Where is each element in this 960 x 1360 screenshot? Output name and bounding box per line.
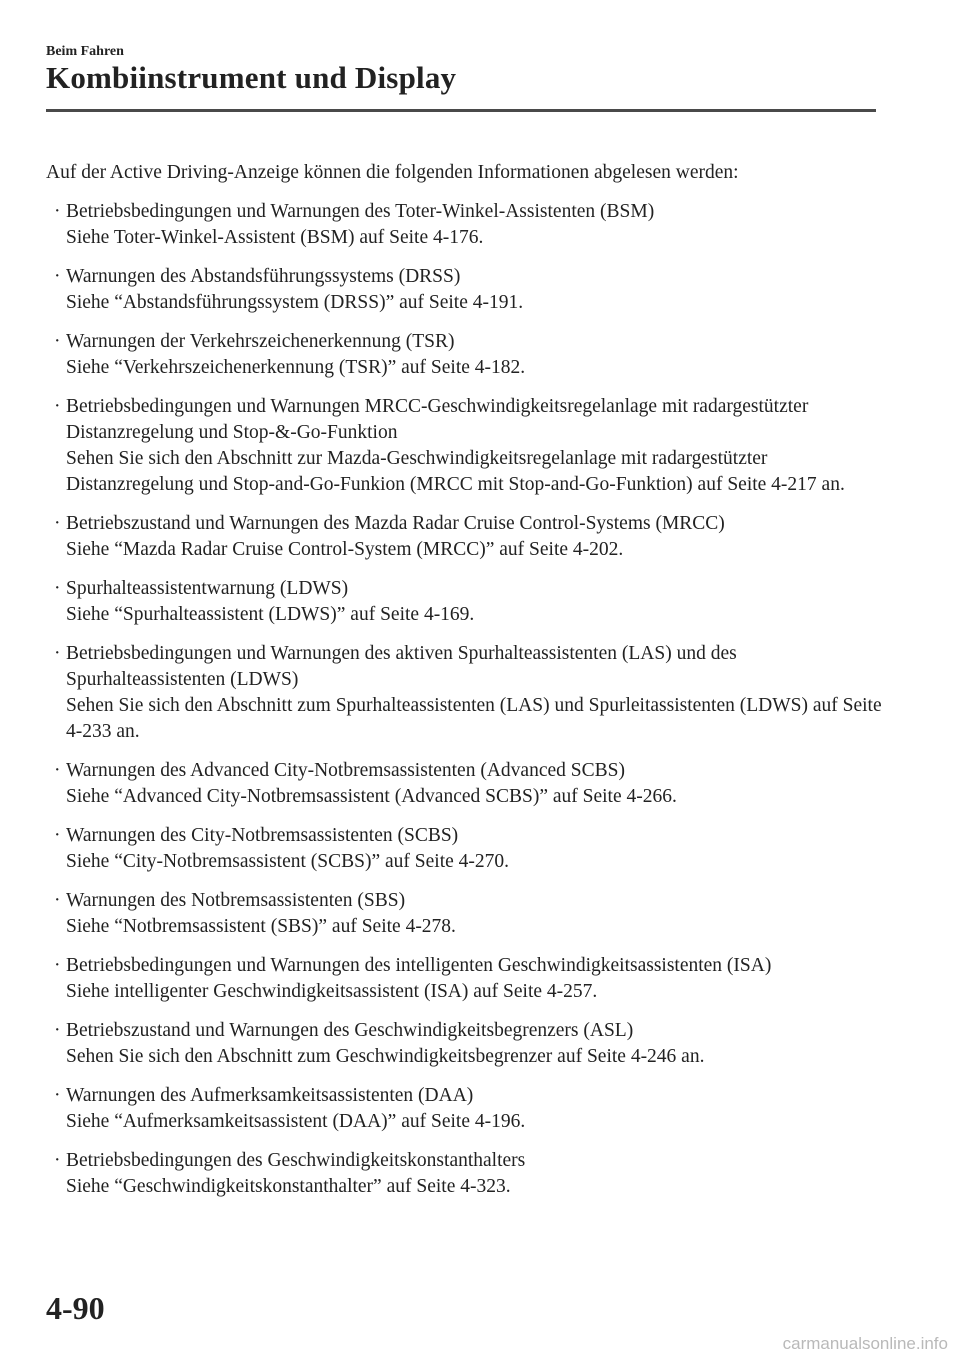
item-title: Warnungen des City-Notbremsassistenten (SCBS) [66,825,459,846]
item-reference: Siehe Toter-Winkel-Assistent (BSM) auf Seite 4-176. [66,227,484,248]
bullet-icon: · [54,643,61,664]
item-title: Betriebszustand und Warnungen des Mazda Radar Cruise Control-Systems (MRCC) [66,513,725,534]
item-reference: Siehe “Spurhalteassistent (LDWS)” auf Seite 4-169. [66,604,475,625]
item-title: Warnungen der Verkehrszeichenerkennung (TSR) [66,331,455,352]
list-item [46,1148,886,1200]
list-item [46,394,886,498]
item-reference: Siehe “Notbremsassistent (SBS)” auf Seite 4-278. [66,916,456,937]
item-reference: Siehe “Aufmerksamkeitsassistent (DAA)” auf Seite 4-196. [66,1111,526,1132]
bullet-icon: · [54,513,61,534]
item-reference: Siehe “Advanced City-Notbremsassistent (Advanced SCBS)” auf Seite 4-266. [66,786,677,807]
watermark: carmanualsonline.info [782,1334,948,1353]
list-item [46,199,886,251]
item-reference: Siehe intelligenter Geschwindigkeitsassistent (ISA) auf Seite 4-257. [66,981,598,1002]
list-item [46,641,886,745]
chapter-title: Kombiinstrument und Display [46,60,457,95]
item-title: Betriebszustand und Warnungen des Geschwindigkeitsbegrenzers (ASL) [66,1020,634,1041]
item-title: Betriebsbedingungen und Warnungen des Toter-Winkel-Assistenten (BSM) [66,201,655,222]
bullet-icon: · [54,1020,61,1041]
list-item [46,823,886,875]
item-reference: Siehe “City-Notbremsassistent (SCBS)” auf Seite 4-270. [66,851,510,872]
bullet-icon: · [54,266,61,287]
item-reference: Sehen Sie sich den Abschnitt zum Geschwindigkeitsbegrenzer auf Seite 4-246 an. [66,1046,705,1067]
bullet-icon: · [54,1150,61,1171]
list-item [46,576,886,628]
item-reference: Siehe “Abstandsführungssystem (DRSS)” auf Seite 4-191. [66,292,524,313]
list-item [46,888,886,940]
item-title: Betriebsbedingungen und Warnungen des intelligenten Geschwindigkeitsassistenten (ISA) [66,955,772,976]
bullet-icon: · [54,760,61,781]
item-reference: Siehe “Verkehrszeichenerkennung (TSR)” auf Seite 4-182. [66,357,526,378]
bullet-icon: · [54,331,61,352]
item-reference: Siehe “Geschwindigkeitskonstanthalter” auf Seite 4-323. [66,1176,511,1197]
item-title: Warnungen des Aufmerksamkeitsassistenten (DAA) [66,1085,474,1106]
list-item [46,953,886,1005]
list-item [46,329,886,381]
header-divider [46,109,876,112]
bullet-icon: · [54,578,61,599]
list-item [46,1083,886,1135]
info-list [46,199,886,1213]
section-label: Beim Fahren [46,44,124,59]
item-title: Betriebsbedingungen des Geschwindigkeitskonstanthalters [66,1150,526,1171]
item-title: Betriebsbedingungen und Warnungen des aktiven Spurhalteassistenten (LAS) und des Spurhalteassistenten (LDWS) [66,643,737,690]
item-reference: Sehen Sie sich den Abschnitt zur Mazda-Geschwindigkeitsregelanlage mit radargestützter Distanzregelung und Stop-and-Go-Funkion (MRCC mit Stop-and-Go-Funktion) auf Seite 4-217 an. [66,448,845,495]
item-title: Warnungen des Abstandsführungssystems (DRSS) [66,266,461,287]
item-title: Warnungen des Advanced City-Notbremsassistenten (Advanced SCBS) [66,760,625,781]
bullet-icon: · [54,1085,61,1106]
item-title: Warnungen des Notbremsassistenten (SBS) [66,890,406,911]
bullet-icon: · [54,825,61,846]
bullet-icon: · [54,201,61,222]
bullet-icon: · [54,890,61,911]
item-title: Betriebsbedingungen und Warnungen MRCC-Geschwindigkeitsregelanlage mit radargestützter Distanzregelung und Stop-&-Go-Funktion [66,396,809,443]
list-item [46,511,886,563]
item-title: Spurhalteassistentwarnung (LDWS) [66,578,349,599]
list-item [46,1018,886,1070]
item-reference: Sehen Sie sich den Abschnitt zum Spurhalteassistenten (LAS) und Spurleitassistenten (LDWS) auf Seite 4-233 an. [66,695,882,742]
intro-paragraph: Auf der Active Driving-Anzeige können die folgenden Informationen abgelesen werden: [46,162,739,183]
page-number: 4-90 [46,1290,105,1326]
list-item [46,758,886,810]
bullet-icon: · [54,955,61,976]
list-item [46,264,886,316]
bullet-icon: · [54,396,61,417]
item-reference: Siehe “Mazda Radar Cruise Control-System (MRCC)” auf Seite 4-202. [66,539,624,560]
